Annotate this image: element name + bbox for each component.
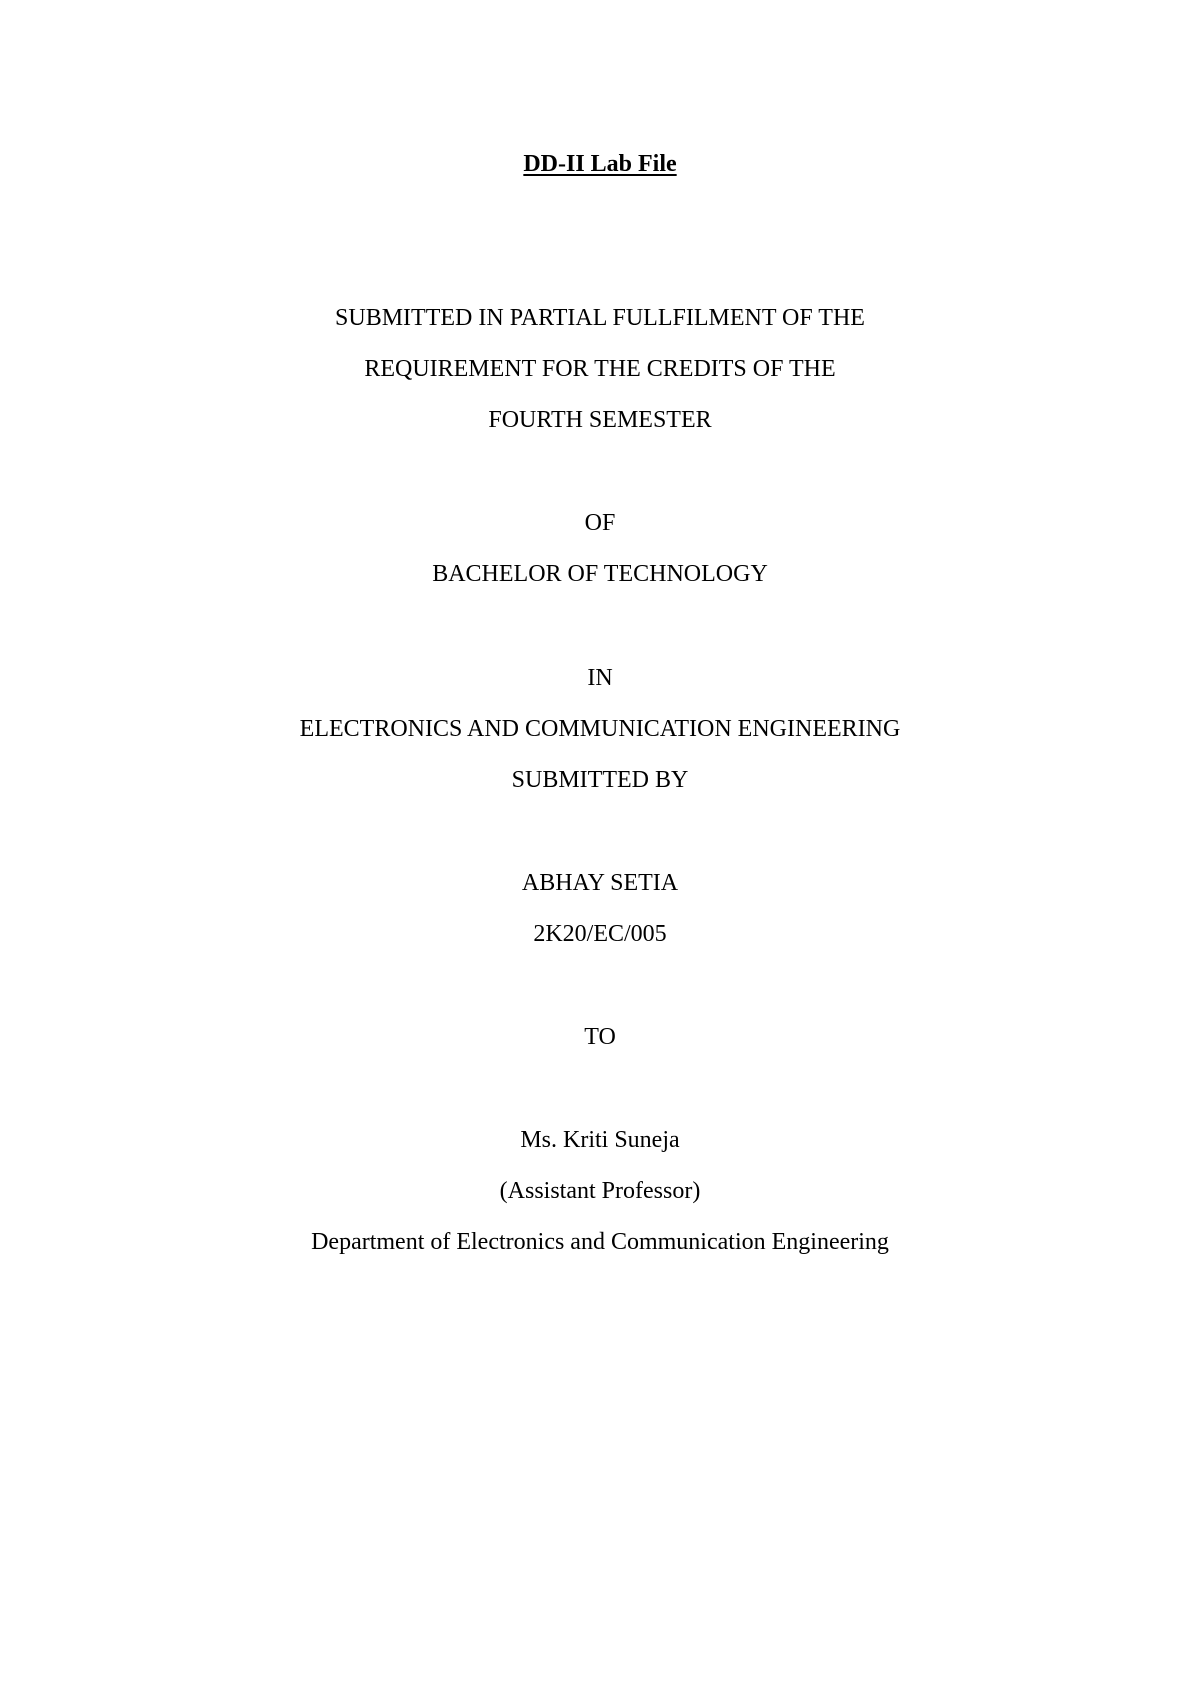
branch-name: ELECTRONICS AND COMMUNICATION ENGINEERING (299, 716, 901, 742)
of-label: OF (584, 510, 616, 536)
submission-line-1: SUBMITTED IN PARTIAL FULLFILMENT OF THE (335, 305, 865, 331)
submitted-by-label: SUBMITTED BY (511, 767, 689, 793)
department-name: Department of Electronics and Communication Engineering (311, 1229, 889, 1255)
submission-line-2: REQUIREMENT FOR THE CREDITS OF THE (364, 356, 836, 382)
roll-number: 2K20/EC/005 (533, 921, 667, 947)
in-label: IN (587, 665, 613, 691)
supervisor-name: Ms. Kriti Suneja (520, 1127, 680, 1153)
to-label: TO (584, 1024, 616, 1050)
submission-line-3: FOURTH SEMESTER (488, 407, 712, 433)
supervisor-designation: (Assistant Professor) (499, 1178, 701, 1204)
document-title: DD-II Lab File (523, 151, 677, 177)
degree-name: BACHELOR OF TECHNOLOGY (432, 561, 768, 587)
student-name: ABHAY SETIA (521, 870, 679, 896)
